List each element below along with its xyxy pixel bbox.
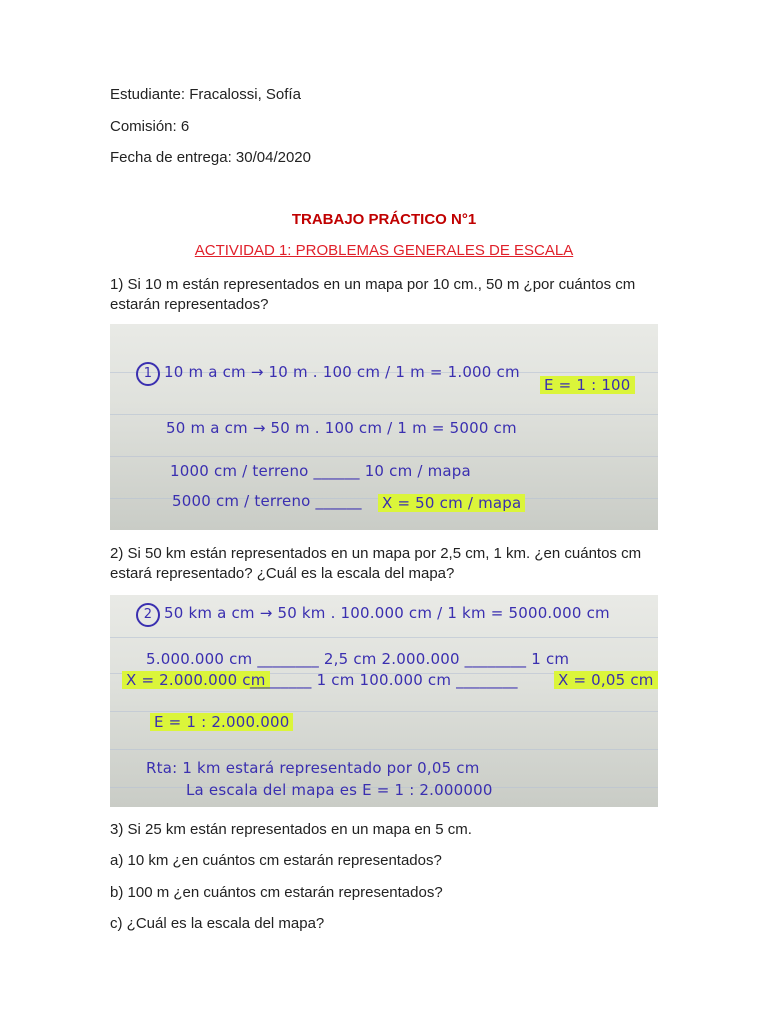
photo2-line-3: ________ 1 cm 100.000 cm ________: [250, 671, 518, 689]
page-title: TRABAJO PRÁCTICO N°1: [291, 211, 477, 228]
handwritten-photo-1: [110, 324, 658, 530]
question-3b: b) 100 m ¿en cuántos cm estarán representados?: [110, 884, 443, 901]
photo1-scale-highlight: E = 1 : 100: [540, 376, 635, 394]
activity-subtitle: ACTIVIDAD 1: PROBLEMAS GENERALES DE ESCALA: [194, 242, 574, 259]
question-1: 1) Si 10 m están representados en un mapa por 10 cm., 50 m ¿por cuántos cm estarán representados?: [110, 276, 636, 313]
photo2-line-1: 50 km a cm → 50 km . 100.000 cm / 1 km = 5000.000 cm: [164, 604, 610, 622]
photo2-answer-line: Rta: 1 km estará representado por 0,05 cm: [146, 759, 480, 777]
circled-number: 1: [136, 362, 160, 386]
circled-number: 2: [136, 603, 160, 627]
question-3: 3) Si 25 km están representados en un mapa en 5 cm.: [110, 821, 472, 838]
photo1-line-1: 10 m a cm → 10 m . 100 cm / 1 m = 1.000 cm: [164, 363, 520, 381]
photo2-scale-line: La escala del mapa es E = 1 : 2.000000: [186, 781, 493, 799]
question-3c: c) ¿Cuál es la escala del mapa?: [110, 915, 325, 932]
student-name: Estudiante: Fracalossi, Sofía: [110, 86, 301, 103]
question-2: 2) Si 50 km están representados en un mapa por 2,5 cm, 1 km. ¿en cuántos cm estará representado? ¿Cuál es la escala del mapa?: [110, 545, 642, 582]
photo2-line-2: 5.000.000 cm ________ 2,5 cm 2.000.000 ________ 1 cm: [146, 650, 570, 668]
photo1-result-highlight: X = 50 cm / mapa: [378, 494, 525, 512]
question-3a: a) 10 km ¿en cuántos cm estarán representados?: [110, 852, 442, 869]
photo1-line-3: 1000 cm / terreno ______ 10 cm / mapa: [170, 462, 471, 480]
photo1-line-2: 50 m a cm → 50 m . 100 cm / 1 m = 5000 cm: [166, 419, 517, 437]
photo1-line-4: 5000 cm / terreno ______: [172, 492, 362, 510]
photo2-result-highlight: X = 0,05 cm: [554, 671, 658, 689]
photo2-scale-highlight: E = 1 : 2.000.000: [150, 713, 293, 731]
commission: Comisión: 6: [110, 118, 190, 135]
delivery-date: Fecha de entrega: 30/04/2020: [110, 149, 311, 166]
photo2-x-highlight: X = 2.000.000 cm: [122, 671, 270, 689]
handwritten-photo-2: [110, 595, 658, 807]
